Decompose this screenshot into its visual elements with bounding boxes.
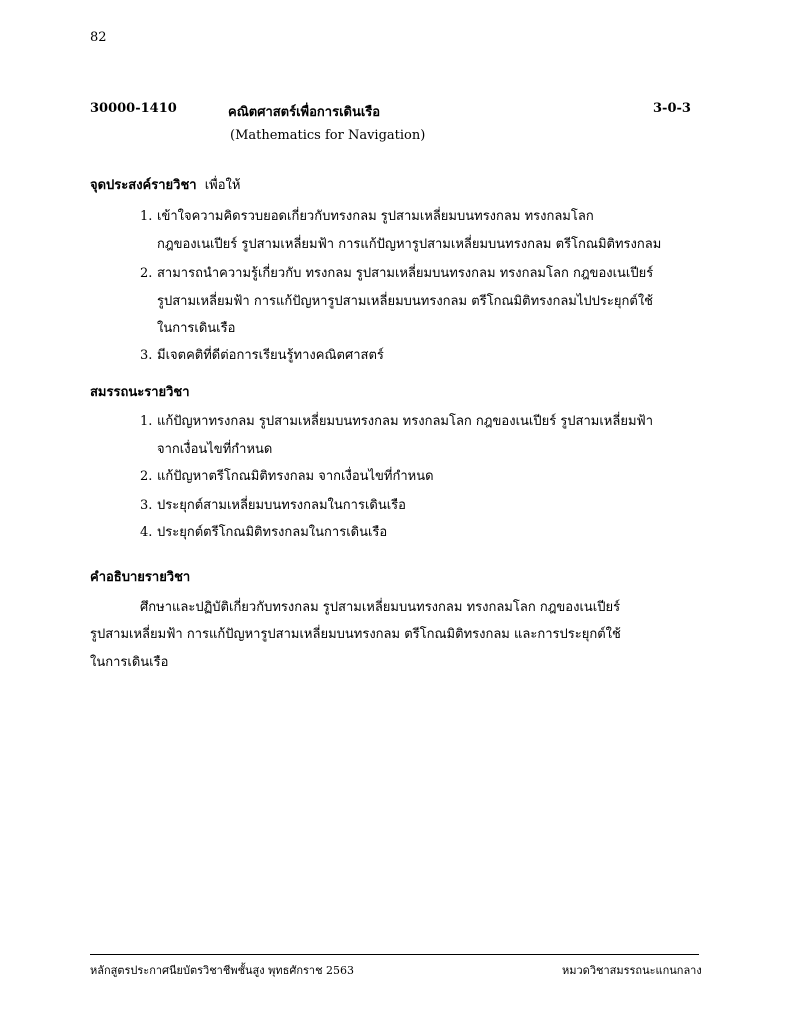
course-title: คณิตศาสตร์เพื่อการเดินเรือ bbox=[228, 105, 381, 120]
objective-item-3-number: 3. bbox=[140, 348, 153, 363]
course-credits: 3-0-3 bbox=[653, 101, 691, 116]
description-heading: คำอธิบายรายวิชา bbox=[90, 570, 191, 585]
competency-item-2-line-1: 2. แก้ปัญหาตรีโกณมิติทรงกลม จากเงื่อนไขที่กำหนด bbox=[140, 469, 434, 484]
competency-item-2-number: 2. bbox=[140, 469, 153, 484]
competency-item-4-line-1: 4. ประยุกต์ตรีโกณมิติทรงกลมในการเดินเรือ bbox=[140, 525, 388, 540]
footer-curriculum-name: หลักสูตรประกาศนียบัตรวิชาชีพชั้นสูง พุทธศักราช 2563 bbox=[90, 964, 355, 977]
objectives-heading-row bbox=[90, 174, 240, 195]
competency-item-3-number: 3. bbox=[140, 498, 153, 513]
objectives-heading: จุดประสงค์รายวิชา bbox=[90, 178, 197, 193]
competency-item-1-line-1: 1. แก้ปัญหาทรงกลม รูปสามเหลี่ยมบนทรงกลม ทรงกลมโลก กฎของเนเปียร์ รูปสามเหลี่ยมฟ้า bbox=[140, 414, 654, 429]
objectives-label: เพื่อให้ bbox=[204, 178, 241, 193]
description-line-3: ในการเดินเรือ bbox=[90, 655, 169, 670]
competency-item-1-number: 1. bbox=[140, 414, 153, 429]
description-line-1: ศึกษาและปฏิบัติเกี่ยวกับทรงกลม รูปสามเหลี่ยมบนทรงกลม ทรงกลมโลก กฎของเนเปียร์ bbox=[140, 600, 621, 615]
competency-item-1-line-2: จากเงื่อนไขที่กำหนด bbox=[157, 442, 273, 457]
objective-item-2-line-3: ในการเดินเรือ bbox=[157, 321, 236, 336]
objective-item-1-line-1: 1. เข้าใจความคิดรวบยอดเกี่ยวกับทรงกลม รูปสามเหลี่ยมบนทรงกลม ทรงกลมโลก bbox=[140, 209, 594, 224]
footer-divider bbox=[90, 954, 699, 955]
page-number: 82 bbox=[90, 30, 107, 45]
competency-item-4-number: 4. bbox=[140, 525, 153, 540]
objective-item-1-number: 1. bbox=[140, 209, 153, 224]
objective-item-3-line-1: 3. มีเจตคติที่ดีต่อการเรียนรู้ทางคณิตศาสตร์ bbox=[140, 348, 384, 363]
objective-item-1-line-2: กฎของเนเปียร์ รูปสามเหลี่ยมฟ้า การแก้ปัญหารูปสามเหลี่ยมบนทรงกลม ตรีโกณมิติทรงกลม bbox=[157, 237, 662, 252]
competency-item-3-line-1: 3. ประยุกต์สามเหลี่ยมบนทรงกลมในการเดินเรือ bbox=[140, 498, 406, 513]
footer-category-name: หมวดวิชาสมรรถนะแกนกลาง bbox=[562, 964, 702, 977]
objective-item-2-line-2: รูปสามเหลี่ยมฟ้า การแก้ปัญหารูปสามเหลี่ยมบนทรงกลม ตรีโกณมิติทรงกลมไปประยุกต์ใช้ bbox=[157, 294, 653, 309]
competencies-heading: สมรรถนะรายวิชา bbox=[90, 385, 190, 400]
course-title-english: (Mathematics for Navigation) bbox=[230, 128, 426, 143]
description-line-2: รูปสามเหลี่ยมฟ้า การแก้ปัญหารูปสามเหลี่ยมบนทรงกลม ตรีโกณมิติทรงกลม และการประยุกต์ใช้ bbox=[90, 627, 621, 642]
course-code: 30000-1410 bbox=[90, 101, 177, 116]
objective-item-2-number: 2. bbox=[140, 266, 153, 281]
objective-item-2-line-1: 2. สามารถนำความรู้เกี่ยวกับ ทรงกลม รูปสามเหลี่ยมบนทรงกลม ทรงกลมโลก กฎของเนเปียร์ bbox=[140, 266, 654, 281]
